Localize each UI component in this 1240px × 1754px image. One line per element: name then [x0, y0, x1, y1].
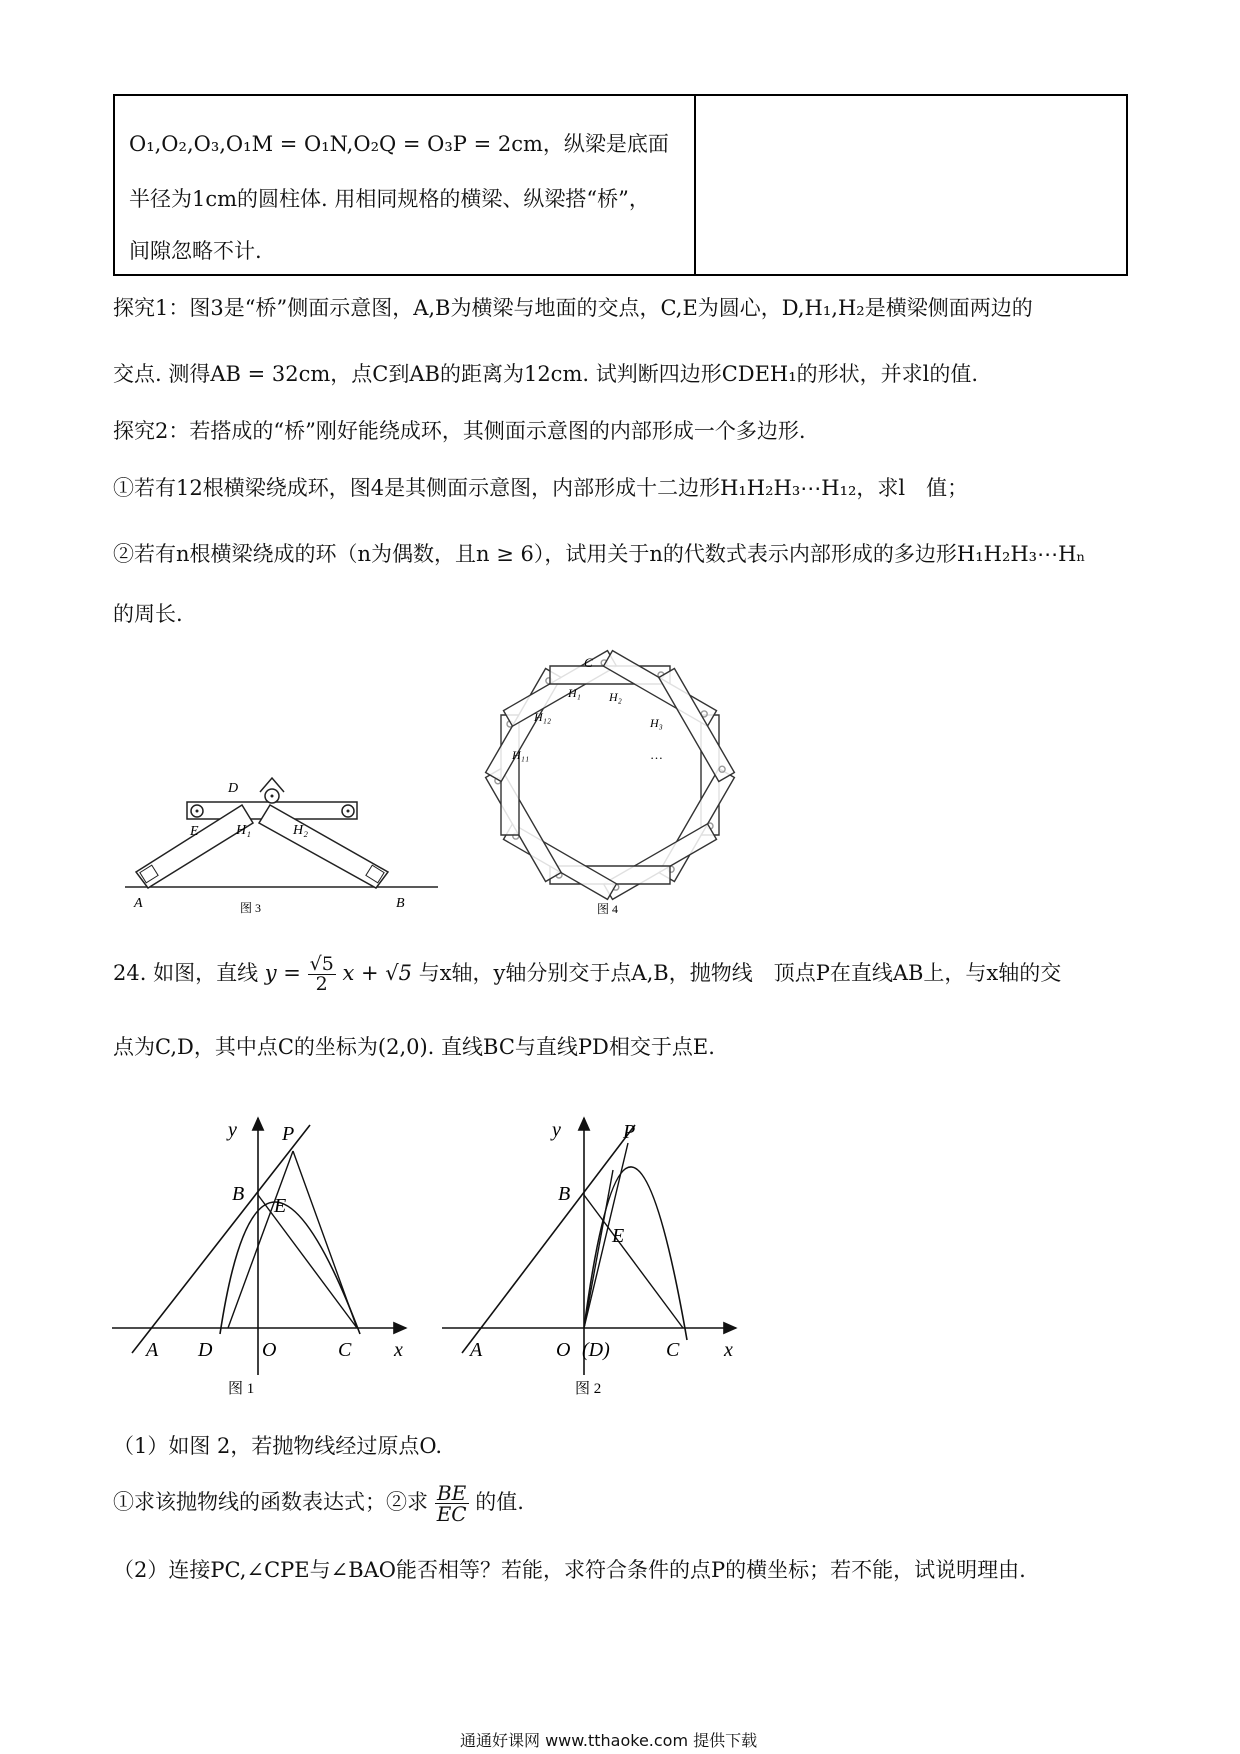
g1-label-y: y — [228, 1119, 237, 1141]
q24-frac-num: √5 — [309, 953, 334, 975]
explore2-line1: 探究2：若搭成的“桥”刚好能绕成环，其侧面示意图的内部形成一个多边形. — [113, 419, 806, 443]
g2-label-E: E — [612, 1225, 625, 1247]
g1-label-O: O — [262, 1339, 277, 1361]
fig3-label-A: A — [134, 896, 143, 911]
fig3-label-H1: H₁ — [236, 823, 251, 838]
table-row-3: 间隙忽略不计. — [129, 239, 262, 263]
fig3-caption: 图 3 — [240, 901, 262, 915]
part1a-after: 的值. — [475, 1490, 524, 1514]
fig4-label-H11: H₁₁ — [512, 748, 530, 762]
beam-ring — [486, 651, 735, 900]
q24-eq-rest: x + √5 — [342, 961, 413, 985]
fig3-label-B: B — [396, 896, 405, 911]
g2-caption: 图 2 — [575, 1381, 602, 1397]
fig4-label-H1: H₁ — [568, 686, 581, 700]
ring-beam — [659, 669, 735, 782]
fig4-label-H2: H₂ — [609, 690, 622, 704]
footer: 通通好课网 www.tthaoke.com 提供下载 — [460, 1731, 758, 1750]
fig4-dots: … — [650, 747, 663, 762]
g2-label-P: P — [623, 1121, 636, 1143]
table-row-2: 半径为1cm的圆柱体. 用相同规格的横梁、纵梁搭“桥”， — [129, 187, 650, 211]
g2-label-y: y — [552, 1119, 561, 1141]
g2-label-A: A — [470, 1339, 483, 1361]
g1-caption: 图 1 — [228, 1381, 255, 1397]
explore1-line2: 交点. 测得AB = 32cm，点C到AB的距离为12cm. 试判断四边形CDEH₁的形状，并求l的值. — [113, 362, 979, 386]
q24-prefix: 24. 如图，直线 — [113, 961, 259, 985]
g2-label-B: B — [558, 1183, 571, 1205]
q24-line1 — [113, 955, 1061, 994]
graph-1 — [110, 1110, 420, 1400]
g2-label-D: (D) — [582, 1339, 610, 1361]
part1a-den: EC — [436, 1502, 467, 1526]
part1a-before: ①求该抛物线的函数表达式；②求 — [113, 1490, 428, 1514]
g2-label-C: C — [666, 1339, 680, 1361]
fig3-label-H2: H₂ — [293, 823, 308, 838]
ring-beam — [486, 769, 562, 882]
explore1-line1: 探究1：图3是“桥”侧面示意图，A,B为横梁与地面的交点，C,E为圆心，D,H₁,H₂是横梁侧面两边的 — [113, 296, 1033, 320]
figure-4 — [480, 645, 740, 920]
part1: （1）如图 2，若抛物线经过原点O. — [113, 1434, 443, 1458]
fig3-label-D: D — [228, 781, 239, 796]
ring-beam — [504, 651, 617, 727]
table-divider — [694, 96, 696, 274]
g1-label-P: P — [282, 1123, 295, 1145]
fig4-label-H12: H₁₂ — [534, 710, 552, 724]
q24-eq-fraction — [308, 955, 336, 994]
g1-label-A: A — [146, 1339, 159, 1361]
part1a — [113, 1483, 524, 1524]
g1-label-B: B — [232, 1183, 245, 1205]
q24-eq-y: y = — [264, 961, 301, 985]
part2: （2）连接PC,∠CPE与∠BAO能否相等？若能，求符合条件的点P的横坐标；若不能，试说明理由. — [113, 1558, 1026, 1582]
ring-beam — [604, 824, 717, 900]
g1-label-x: x — [394, 1339, 403, 1361]
q24-after-eq: 与x轴，y轴分别交于点A,B，抛物线 顶点P在直线AB上，与x轴的交 — [418, 961, 1062, 985]
table-row-1: O₁,O₂,O₃,O₁M = O₁N,O₂Q = O₃P = 2cm，纵梁是底面 — [129, 132, 669, 156]
graph-2 — [440, 1110, 750, 1400]
part1a-fraction — [435, 1483, 469, 1524]
g2-label-x: x — [724, 1339, 733, 1361]
g1-label-E: E — [274, 1195, 287, 1217]
explore2-q2: ②若有n根横梁绕成的环（n为偶数，且n ≥ 6），试用关于n的代数式表示内部形成的多边形H₁H₂H₃⋯Hₙ — [113, 542, 1086, 566]
fig4-label-H3: H₃ — [650, 716, 663, 730]
fig3-label-E: E — [190, 824, 199, 839]
explore2-q1: ①若有12根横梁绕成环，图4是其侧面示意图，内部形成十二边形H₁H₂H₃⋯H₁₂，求l 值； — [113, 476, 969, 500]
fig4-label-C: C — [584, 655, 593, 670]
g2-label-O: O — [556, 1339, 571, 1361]
g1-label-C: C — [338, 1339, 352, 1361]
figure-3 — [120, 770, 450, 920]
q24-line2: 点为C,D，其中点C的坐标为(2,0). 直线BC与直线PD相交于点E. — [113, 1035, 715, 1059]
info-table — [113, 94, 1128, 276]
q24-frac-den: 2 — [315, 973, 328, 995]
fig4-caption: 图 4 — [597, 902, 619, 916]
explore2-q2b: 的周长. — [113, 602, 183, 626]
part1a-num: BE — [435, 1483, 469, 1504]
g1-label-D: D — [198, 1339, 213, 1361]
